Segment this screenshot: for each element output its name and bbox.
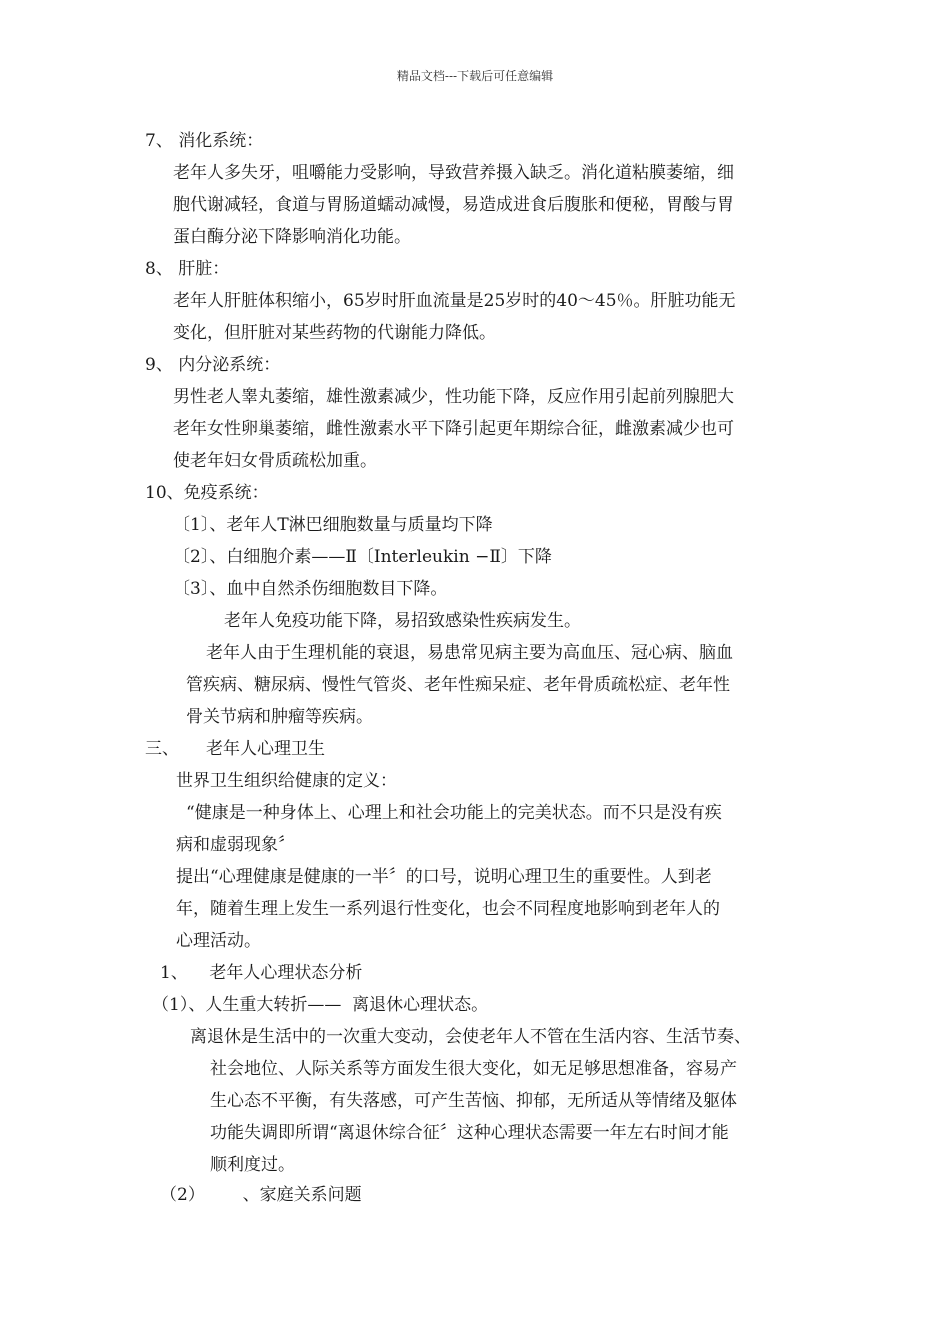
paragraph-line: 顺利度过。 (210, 1155, 295, 1175)
subsection-item: （1）、人生重大转折—— 离退休心理状态。 (152, 995, 489, 1015)
subsection-heading: 1、 老年人心理状态分析 (160, 963, 363, 983)
paragraph-line: 老年人免疫功能下降，易招致感染性疾病发生。 (224, 611, 581, 631)
heading-liver: 8、 肝脏： (145, 259, 230, 279)
paragraph-line: 年，随着生理上发生一系列退行性变化，也会不同程度地影响到老年人的 (176, 899, 720, 919)
paragraph-line: 使老年妇女骨质疏松加重。 (173, 451, 377, 471)
paragraph-line: 功能失调即所谓“离退休综合征〞这种心理状态需要一年左右时间才能 (210, 1123, 729, 1143)
paragraph-line: 骨关节病和肿瘤等疾病。 (186, 707, 373, 727)
paragraph-line: 管疾病、糖尿病、慢性气管炎、老年性痴呆症、老年骨质疏松症、老年性 (186, 675, 730, 695)
paragraph-line: 社会地位、人际关系等方面发生很大变化，如无足够思想准备，容易产 (210, 1059, 737, 1079)
paragraph-line: 男性老人睾丸萎缩，雄性激素减少，性功能下降，反应作用引起前列腺肥大 (173, 387, 734, 407)
page-header: 精品文档---下载后可任意编辑 (396, 69, 554, 83)
list-item: 〔2〕、白细胞介素——Ⅱ〔Interleukin −Ⅱ〕下降 (173, 547, 552, 567)
paragraph-line: 变化，但肝脏对某些药物的代谢能力降低。 (173, 323, 496, 343)
paragraph-line: 蛋白酶分泌下降影响消化功能。 (173, 227, 411, 247)
paragraph-line: 胞代谢减轻，食道与胃肠道蠕动减慢，易造成进食后腹胀和便秘，胃酸与胃 (173, 195, 734, 215)
list-item: 〔1〕、老年人T淋巴细胞数量与质量均下降 (173, 515, 493, 535)
paragraph-line: 老年女性卵巢萎缩，雌性激素水平下降引起更年期综合征，雌激素减少也可 (173, 419, 734, 439)
paragraph-line: 提出“心理健康是健康的一半〞的口号，说明心理卫生的重要性。人到老 (176, 867, 712, 887)
paragraph-line: 老年人肝脏体积缩小，65岁时肝血流量是25岁时的40～45％。肝脏功能无 (173, 291, 736, 311)
heading-immune: 10、免疫系统： (145, 483, 269, 503)
quote-line: “健康是一种身体上、心理上和社会功能上的完美状态。而不只是没有疾 (186, 803, 722, 823)
section-heading: 三、 老年人心理卫生 (145, 739, 326, 759)
paragraph-line: 生心态不平衡，有失落感，可产生苦恼、抑郁，无所适从等情绪及躯体 (210, 1091, 737, 1111)
paragraph-line: 老年人多失牙，咀嚼能力受影响，导致营养摄入缺乏。消化道粘膜萎缩，细 (173, 163, 734, 183)
paragraph-line: 世界卫生组织给健康的定义： (176, 771, 397, 791)
paragraph-line: 老年人由于生理机能的衰退，易患常见病主要为高血压、冠心病、脑血 (206, 643, 733, 663)
paragraph-line: 心理活动。 (176, 931, 261, 951)
heading-digestive: 7、 消化系统： (145, 131, 264, 151)
subsection-item: （2） 、家庭关系问题 (160, 1185, 362, 1205)
heading-endocrine: 9、 内分泌系统： (145, 355, 281, 375)
list-item: 〔3〕、血中自然杀伤细胞数目下降。 (173, 579, 448, 599)
quote-line: 病和虚弱现象〞 (176, 835, 295, 855)
paragraph-line: 离退休是生活中的一次重大变动，会使老年人不管在生活内容、生活节奏、 (190, 1027, 751, 1047)
